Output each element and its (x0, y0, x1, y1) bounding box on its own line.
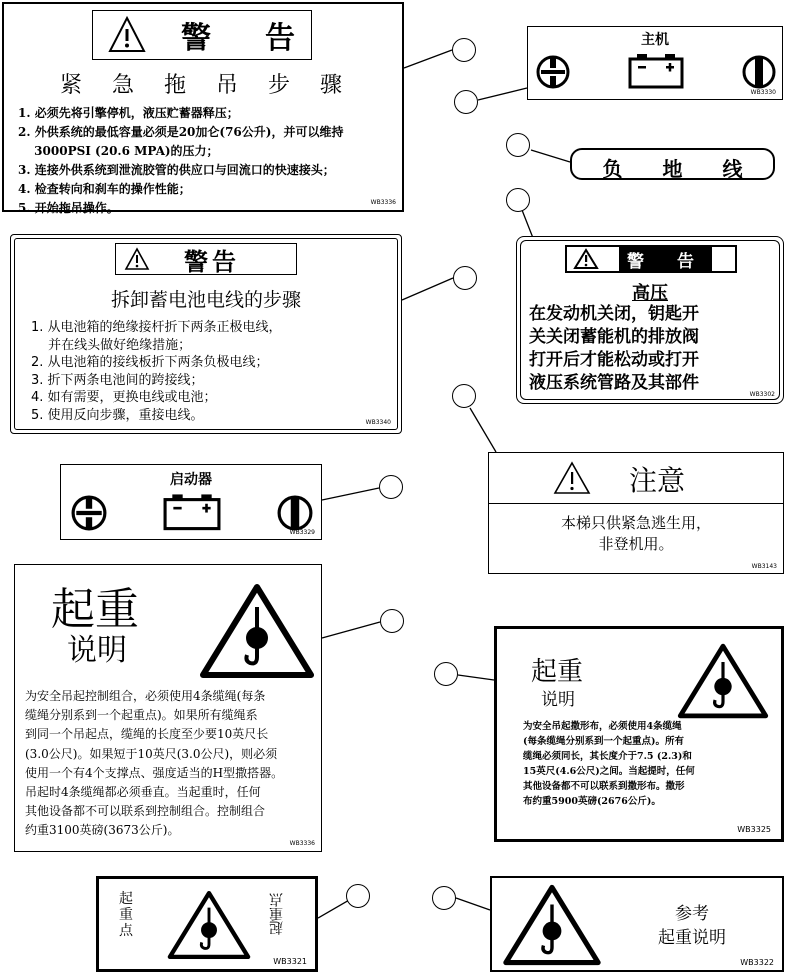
lift-title-2: 说明 (541, 690, 575, 710)
ladder-decal (488, 452, 784, 574)
emergency-tow-decal (2, 2, 404, 215)
text-line: 缆绳必须同长，其长度介于7.5 (2.3)和 (523, 751, 692, 762)
text-line: (3.0公尺)。如果短于10英尺(3.0公尺)，则必须 (25, 746, 278, 761)
emergency-tow-steps (18, 104, 343, 218)
master-decal (527, 26, 783, 100)
starter-decal (60, 464, 322, 540)
lifting-hook-icon (677, 643, 769, 719)
master-label: 主机 (641, 32, 669, 48)
off-switch-icon (536, 55, 570, 89)
text-line: 到同一个吊起点，缆绳的长度至少要10英尺长 (25, 727, 269, 742)
high-pressure-title: 高压 (632, 283, 668, 304)
callout-bubble (379, 475, 403, 499)
off-switch-icon (71, 495, 107, 531)
battery-steps-decal (10, 234, 402, 434)
high-pressure-text (529, 303, 699, 395)
text-line: 布约重5900英磅(2676公斤)。 (523, 796, 661, 807)
lift-title-1: 起重 (51, 584, 139, 635)
callout-bubble (452, 38, 476, 62)
lifting-hook-icon (199, 583, 315, 679)
step-item: 5. 开始拖吊操作。 (18, 201, 119, 215)
reference-lift-decal (490, 876, 784, 972)
step-item: 3. 折下两条电池间的跨接线； (31, 372, 204, 388)
part-code: WB3330 (750, 89, 776, 96)
text-char: 重 (119, 907, 133, 923)
lift-point-left-label (119, 891, 133, 939)
battery-icon (628, 51, 684, 89)
text-char: 起 (119, 891, 133, 907)
ladder-text (489, 513, 783, 555)
part-code: WB3321 (273, 957, 307, 966)
part-code: WB3143 (751, 563, 777, 570)
callout-bubble (346, 884, 370, 908)
lift-large-text (25, 687, 283, 841)
battery-steps-title: 拆卸蓄电池电线的步骤 (110, 289, 301, 311)
warning-header-text: 警 告 (181, 21, 307, 56)
battery-icon (163, 491, 221, 531)
warning-header (92, 10, 312, 60)
high-pressure-decal (516, 236, 784, 404)
warning-triangle-icon (573, 248, 599, 270)
ground-label: 负 地 线 (602, 157, 743, 181)
warning-triangle-icon (553, 461, 591, 495)
text-line: 起重说明 (658, 928, 726, 948)
step-item: 4. 如有需要，更换电线或电池； (31, 390, 217, 405)
callout-bubble (452, 384, 476, 408)
caution-header-text: 注意 (629, 464, 686, 497)
text-line: 关关闭蓄能机的排放阀 (529, 327, 699, 347)
lifting-hook-icon (167, 889, 251, 961)
lift-point-right-label: 起重点 (269, 893, 285, 935)
warning-header-text: 警告 (184, 247, 240, 276)
text-line: 参考 (675, 904, 709, 924)
reference-text (612, 902, 772, 950)
warning-triangle-icon (107, 15, 147, 55)
text-line: 非登机用。 (598, 535, 674, 553)
part-code: WB3325 (737, 825, 771, 834)
battery-steps-list (31, 319, 282, 424)
emergency-tow-title: 紧 急 拖 吊 步 骤 (59, 73, 346, 98)
step-item: 2. 从电池箱的接线板折下两条负极电线； (31, 355, 269, 370)
lift-instructions-large-decal (14, 564, 322, 852)
step-item: 1. 必须先将引擎停机，液压贮蓄器释压； (18, 106, 239, 120)
part-code: WB3329 (289, 529, 315, 536)
caution-header (489, 453, 783, 504)
part-code: WB3340 (365, 419, 391, 426)
warning-triangle-icon (124, 247, 150, 271)
on-switch-icon (742, 55, 776, 89)
callout-bubble (453, 266, 477, 290)
callout-bubble (506, 188, 530, 212)
part-code: WB3302 (749, 391, 775, 398)
text-line: 液压系统管路及其部件 (529, 373, 699, 393)
step-item: 并在线头做好绝缘措施； (31, 337, 192, 353)
warning-header (565, 245, 737, 273)
step-item: 5. 使用反向步骤，重接电线。 (31, 407, 204, 423)
step-item: 1. 从电池箱的绝缘接杆折下两条正极电线， (31, 320, 282, 335)
lift-point-decal (96, 876, 318, 972)
step-item: 4. 检查转向和刹车的操作性能； (18, 182, 191, 196)
callout-bubble (454, 90, 478, 114)
text-char: 点 (119, 923, 133, 939)
part-code: WB3336 (289, 840, 315, 847)
step-item: 2. 外供系统的最低容量必须是20加仑(76公升)，并可以维持 (18, 125, 344, 139)
callout-bubble (432, 886, 456, 910)
lifting-hook-icon (502, 884, 602, 966)
ground-decal (570, 148, 775, 180)
step-item: 3. 连接外供系统到泄流胶管的供应口与回流口的快速接头； (18, 163, 335, 177)
part-code: WB3336 (370, 199, 396, 206)
text-line: 打开后才能松动或打开 (529, 350, 699, 370)
text-line: (每条缆绳分别系到一个起重点)。所有 (523, 736, 684, 747)
text-line: 本梯只供紧急逃生用， (560, 514, 711, 532)
text-line: 其他设备都不可以联系到控制组合。控制组合 (25, 804, 266, 819)
lift-title-2: 说明 (67, 633, 127, 668)
text-line: 其他设备都不可以联系到撒形布。撒形 (523, 781, 685, 792)
text-line: 为安全吊起控制组合，必须使用4条缆绳(每条 (25, 689, 266, 703)
lift-title-1: 起重 (531, 657, 584, 687)
warning-header (115, 243, 297, 275)
text-line: 使用一个有4个支撑点、强度适当的H型撒搭器。 (25, 765, 284, 780)
text-line: 约重3100英磅(3673公斤)。 (25, 823, 180, 838)
warning-header-text: 警 告 (619, 247, 712, 272)
callout-bubble (380, 609, 404, 633)
lift-small-text (523, 719, 695, 809)
callout-bubble (434, 662, 458, 686)
text-line: 在发动机关闭，钥匙开 (529, 304, 699, 324)
part-code: WB3322 (740, 958, 774, 967)
step-item: 3000PSI (20.6 MPA)的压力； (18, 144, 219, 158)
callout-bubble (506, 133, 530, 157)
on-switch-icon (277, 495, 313, 531)
starter-label: 启动器 (170, 472, 212, 488)
text-line: 缆绳分别系到一个起重点)。如果所有缆绳系 (25, 708, 258, 723)
lift-instructions-small-decal (494, 626, 784, 842)
text-line: 为安全吊起撒形布，必须使用4条缆绳 (523, 721, 682, 732)
text-line: 吊起时4条缆绳都必须垂直。当起重时，任何 (25, 785, 261, 800)
text-line: 15英尺(4.6公尺)之间。当起提时，任何 (523, 766, 695, 777)
